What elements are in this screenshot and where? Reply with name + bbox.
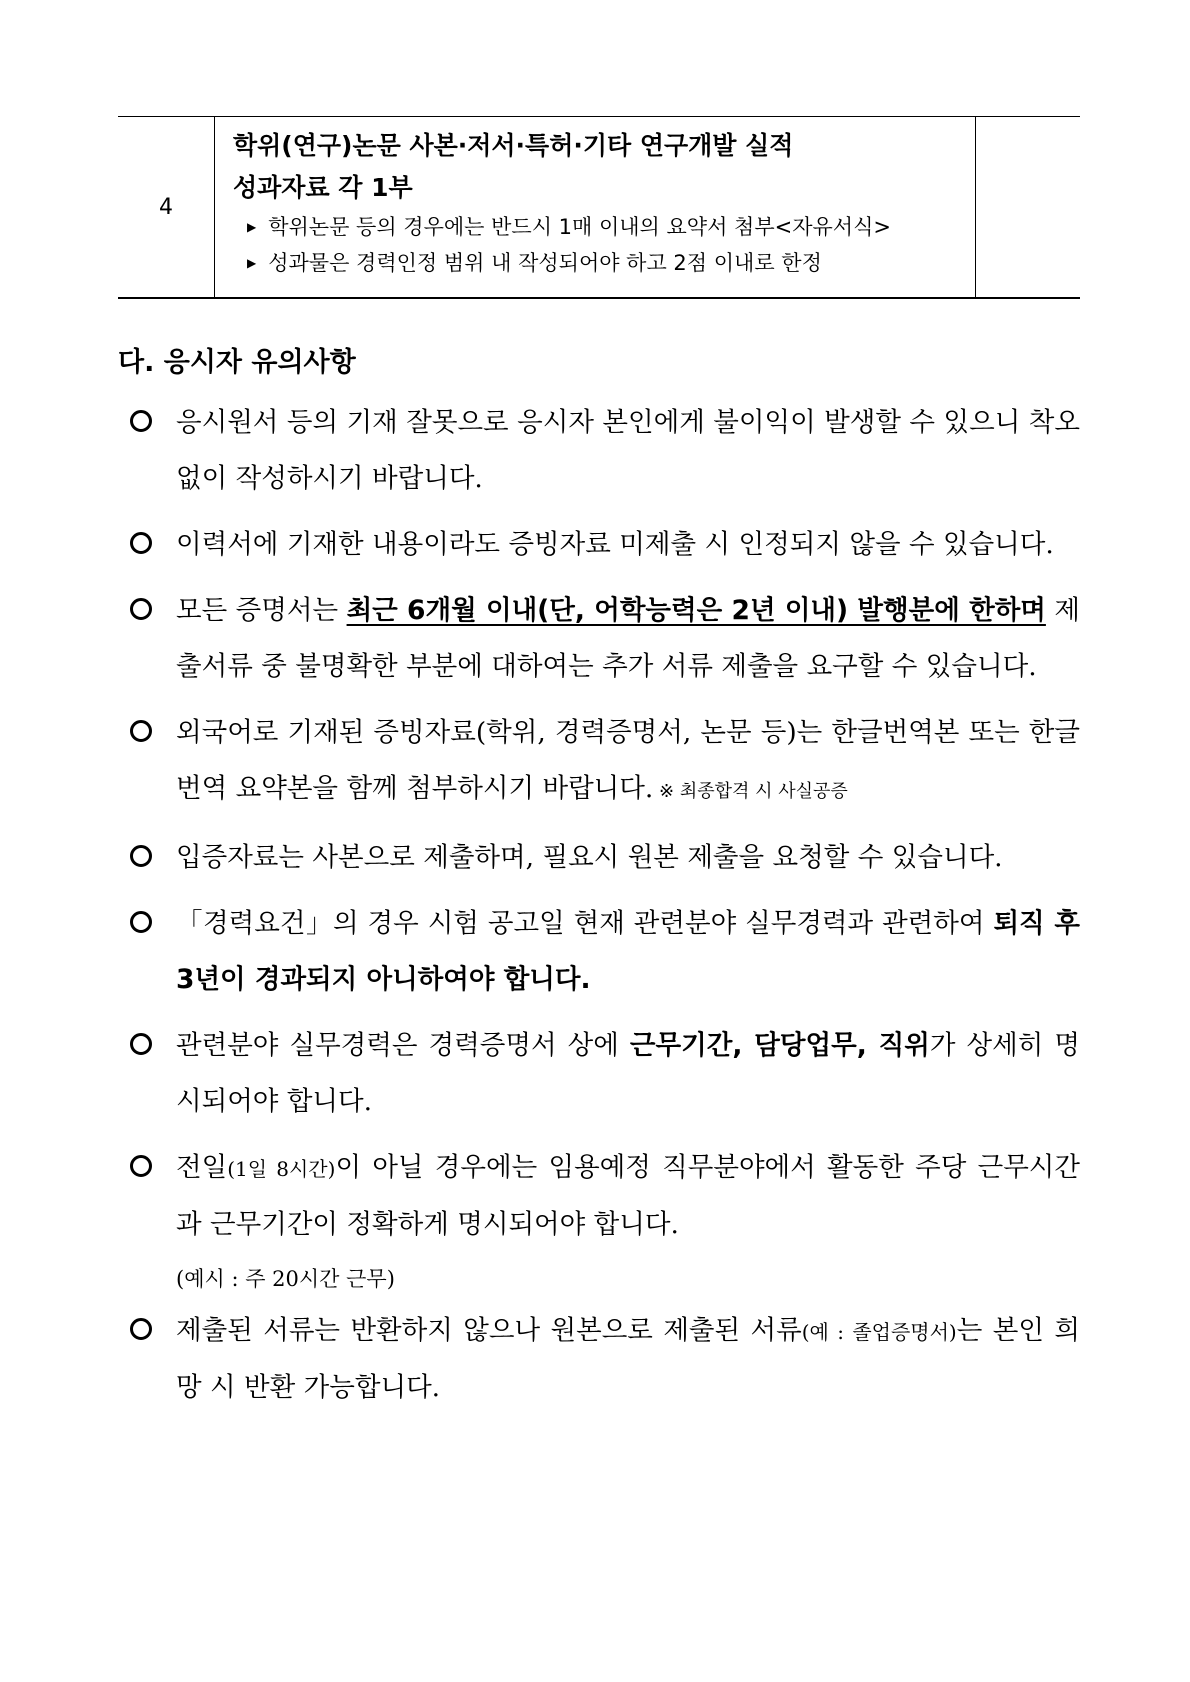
notice-small-text: (예 : 졸업증명서) <box>801 1320 957 1344</box>
notice-item <box>118 830 1080 886</box>
notice-text: 외국어로 기재된 증빙자료(학위, 경력증명서, 논문 등)는 한글번역본 또는 한글번역 요약본을 함께 첨부하시기 바랍니다. <box>176 717 1080 804</box>
notice-text: 는 본인 희망 시 반환 가능합니다. <box>176 1315 1080 1403</box>
notice-bold: 담당업무 <box>754 1030 857 1061</box>
notice-bold: 퇴직 후 3년이 경과되지 아니하여야 합니다. <box>176 908 1080 995</box>
circle-bullet-icon <box>130 1033 152 1055</box>
notice-item <box>118 1303 1080 1416</box>
notice-footnote: ※ 최종합격 시 사실공증 <box>653 781 848 802</box>
circle-bullet-icon <box>130 911 152 933</box>
notice-emphasis: 최근 6개월 이내(단, 어학능력은 2년 이내) 발행분에 한하며 <box>346 595 1046 626</box>
notice-text: 「경력요건」의 경우 시험 공고일 현재 관련분야 실무경력과 관련하여 <box>176 908 994 939</box>
circle-bullet-icon <box>130 1318 152 1340</box>
row-number: 4 <box>118 117 215 297</box>
notice-text: 이력서에 기재한 내용이라도 증빙자료 미제출 시 인정되지 않을 수 있습니다. <box>176 529 1054 560</box>
notice-text: 모든 증명서는 <box>176 595 347 626</box>
circle-bullet-icon <box>130 532 152 554</box>
notice-bold: 근무기간 <box>629 1030 733 1061</box>
sub-item <box>247 209 975 245</box>
notice-item <box>118 1140 1080 1299</box>
section-heading: 다. 응시자 유의사항 <box>118 347 356 378</box>
triangle-bullet-icon: ▶ <box>247 256 257 270</box>
notice-item <box>118 517 1080 573</box>
sub-item-text: 성과물은 경력인정 범위 내 작성되어야 하고 2점 이내로 한정 <box>268 251 822 275</box>
notice-example: (예시 : 주 20시간 근무) <box>176 1267 395 1291</box>
notice-text: 입증자료는 사본으로 제출하며, 필요시 원본 제출을 요청할 수 있습니다. <box>176 842 1003 873</box>
notice-bold: 직위 <box>878 1030 930 1061</box>
notice-text: 전일 <box>176 1152 228 1183</box>
notice-text: 제출된 서류는 반환하지 않으나 원본으로 제출된 서류 <box>176 1315 802 1346</box>
required-documents-table <box>118 116 1080 299</box>
notice-list <box>118 395 1080 1426</box>
notice-text: 응시원서 등의 기재 잘못으로 응시자 본인에게 불이익이 발생할 수 있으니 착오 없이 작성하시기 바랍니다. <box>176 407 1080 494</box>
circle-bullet-icon <box>130 598 152 620</box>
notice-item <box>118 583 1080 695</box>
document-title-line2: 성과자료 각 1부 <box>233 173 413 202</box>
sub-item <box>247 245 975 281</box>
sub-item-text: 학위논문 등의 경우에는 반드시 1매 이내의 요약서 첨부<자유서식> <box>268 215 891 239</box>
notice-item <box>118 896 1080 1008</box>
circle-bullet-icon <box>130 845 152 867</box>
notice-item <box>118 395 1080 507</box>
notice-text: 제출서류 중 불명확한 부분에 대하여는 추가 서류 제출을 요구할 수 있습니다. <box>176 595 1080 682</box>
notice-small-text: (1일 8시간) <box>227 1157 336 1181</box>
document-title-line1: 학위(연구)논문 사본·저서·특허·기타 연구개발 실적 <box>233 131 794 160</box>
notice-separator: , <box>732 1030 755 1061</box>
notice-separator: , <box>856 1030 879 1061</box>
row-content <box>215 117 976 297</box>
row-note <box>976 117 1080 297</box>
notice-item <box>118 1018 1080 1130</box>
circle-bullet-icon <box>130 1155 152 1177</box>
notice-text: 이 아닐 경우에는 임용예정 직무분야에서 활동한 주당 근무시간과 근무기간이 정확하게 명시되어야 합니다. <box>176 1152 1080 1240</box>
notice-text: 가 상세히 명시되어야 합니다. <box>176 1030 1081 1117</box>
notice-text: 관련분야 실무경력은 경력증명서 상에 <box>176 1030 630 1061</box>
circle-bullet-icon <box>130 720 152 742</box>
circle-bullet-icon <box>130 410 152 432</box>
notice-item <box>118 705 1080 820</box>
triangle-bullet-icon: ▶ <box>247 220 257 234</box>
